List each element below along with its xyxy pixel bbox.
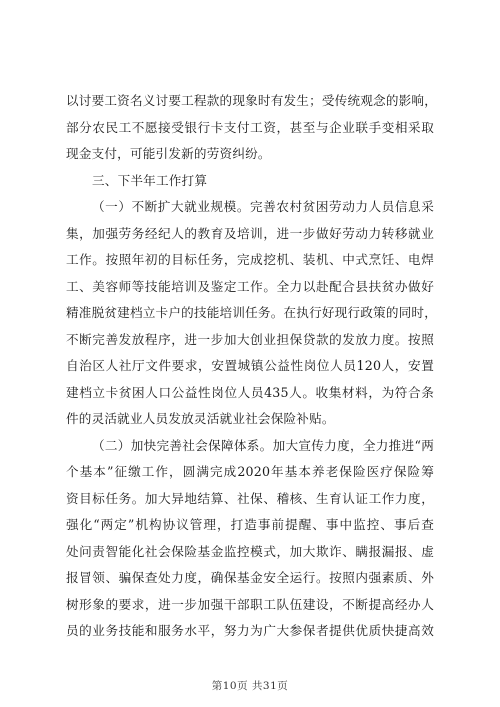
body-line: 树形象的要求，进一步加强干部职工队伍建设，不断提高经办人 [66,596,434,612]
body-line: 以讨要工资名义讨要工程款的现象时有发生；受传统观念的影响， [66,93,438,108]
body-line: 不断完善发放程序，进一步加大创业担保贷款的发放力度。按照 [66,331,434,347]
paragraph-first-line: （一）不断扩大就业规模。完善农村贫困劳动力人员信息采 [92,199,434,214]
section-heading: 三、下半年工作打算 [92,172,208,188]
body-line: 个基本”征缴工作，圆满完成2020年基本养老保险医疗保险筹 [66,464,434,479]
paragraph-first-line: （二）加快完善社会保障体系。加大宣传力度，全力推进“两 [92,437,434,453]
body-line: 精准脱贫建档立卡户的技能培训任务。在执行好现行政策的同时， [66,305,438,320]
body-line: 资目标任务。加大异地结算、社保、稽核、生育认证工作力度， [66,490,434,506]
body-line: 件的灵活就业人员发放灵活就业社会保险补贴。 [66,411,335,426]
body-line: 建档立卡贫困人口公益性岗位人员435人。收集材料，为符合条 [66,384,434,400]
body-line: 集，加强劳务经纪人的教育及培训，进一步做好劳动力转移就业 [66,225,434,241]
body-line: 自治区人社厅文件要求，安置城镇公益性岗位人员120人，安置 [66,358,434,373]
body-line: 工、美容师等技能培训及鉴定工作。全力以赴配合县扶贫办做好 [66,278,434,294]
body-line: 处问责智能化社会保险基金监控模式，加大欺诈、瞒报漏报、虚 [66,543,434,559]
body-line: 工作。按照年初的目标任务，完成挖机、装机、中式烹饪、电焊 [66,252,434,267]
body-line: 部分农民工不愿接受银行卡支付工资，甚至与企业联手变相采取 [66,119,434,135]
page-body [66,88,438,645]
body-line: 强化“两定”机构协议管理，打造事前提醒、事中监控、事后查 [66,517,434,532]
page-number-footer: 第10页 共31页 [211,680,289,692]
body-line: 报冒领、骗保查处力度，确保基金安全运行。按照内强素质、外 [66,570,434,585]
body-line: 现金支付，可能引发新的劳资纠纷。 [66,146,271,161]
body-line: 员的业务技能和服务水平，努力为广大参保者提供优质快捷高效 [66,623,434,638]
